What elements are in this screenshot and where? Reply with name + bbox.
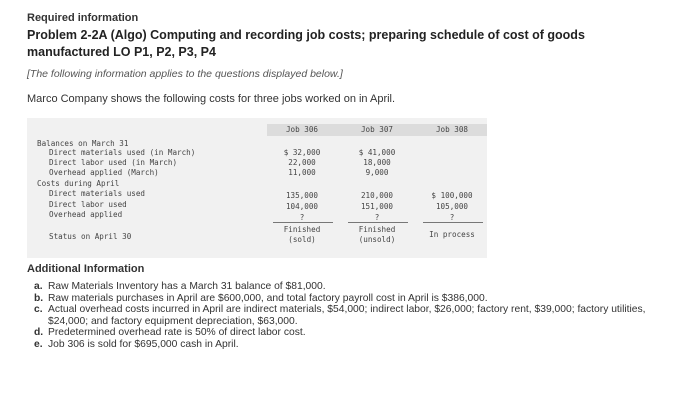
list-item: d. Predetermined overhead rate is 50% of direct labor cost. [34,327,306,338]
rule-306 [273,222,333,223]
cell-307-dl-april: 151,000 [360,202,393,211]
cell-306-dm-april: 135,000 [285,191,318,200]
cell-306-oh-march: 11,000 [288,168,316,177]
list-item: c. Actual overhead costs incurred in April are indirect materials, $54,000; indirect labor, $26,000; factory rent, $39,000; factory utilities, $24,000; and factory equipment depreciation, $63,000. [34,304,646,327]
row-label-oh-march: Overhead applied (March) [49,168,159,177]
applies-note: [The following information applies to the questions displayed below.] [27,68,343,80]
row-label-balances: Balances on March 31 [37,139,129,148]
list-item: a. Raw Materials Inventory has a March 31 balance of $81,000. [34,281,326,292]
cell-308-status: In process [429,230,475,239]
job-cost-table [27,118,487,258]
column-header-job-306: Job 306 [285,125,318,134]
cell-306-oh-april: ? [299,213,305,222]
row-label-dm-march: Direct materials used (in March) [49,148,196,157]
rule-307 [348,222,408,223]
row-label-costs-april: Costs during April [37,179,120,188]
row-label-oh-april: Overhead applied [49,210,123,219]
rule-308 [423,222,483,223]
row-label-dl-april: Direct labor used [49,200,127,209]
cell-307-oh-march: 9,000 [365,168,389,177]
cell-306-status-sub: (sold) [288,235,316,244]
cell-307-status-sub: (unsold) [358,235,396,244]
row-label-status: Status on April 30 [49,232,132,241]
cell-307-dm-april: 210,000 [360,191,393,200]
list-item: b. Raw materials purchases in April are $600,000, and total factory payroll cost in April is $386,000. [34,292,488,304]
cell-308-dm-april: $ 100,000 [431,191,473,200]
cell-307-status: Finished [358,225,396,234]
cell-307-oh-april: ? [374,213,380,222]
problem-title: Problem 2-2A (Algo) Computing and recording job costs; preparing schedule of cost of goods manufactured LO P1, P2, P3, P4 [27,28,585,59]
cell-308-dl-april: 105,000 [435,202,468,211]
intro-text: Marco Company shows the following costs for three jobs worked on in April. [27,93,396,105]
list-item: e. Job 306 is sold for $695,000 cash in April. [34,338,239,350]
additional-information-heading: Additional Information [27,263,145,275]
column-header-job-307: Job 307 [360,125,393,134]
cell-306-dm-march: $ 32,000 [283,148,321,157]
column-header-job-308: Job 308 [435,125,468,134]
additional-info-list [34,281,684,350]
row-label-dl-march: Direct labor used (in March) [49,158,178,167]
cell-306-status: Finished [283,225,321,234]
required-information-heading: Required information [27,12,139,24]
cell-308-oh-april: ? [449,213,455,222]
cell-306-dl-april: 104,000 [285,202,318,211]
row-label-dm-april: Direct materials used [49,189,146,198]
cell-307-dm-march: $ 41,000 [358,148,396,157]
cell-307-dl-march: 18,000 [363,158,391,167]
cell-306-dl-march: 22,000 [288,158,316,167]
